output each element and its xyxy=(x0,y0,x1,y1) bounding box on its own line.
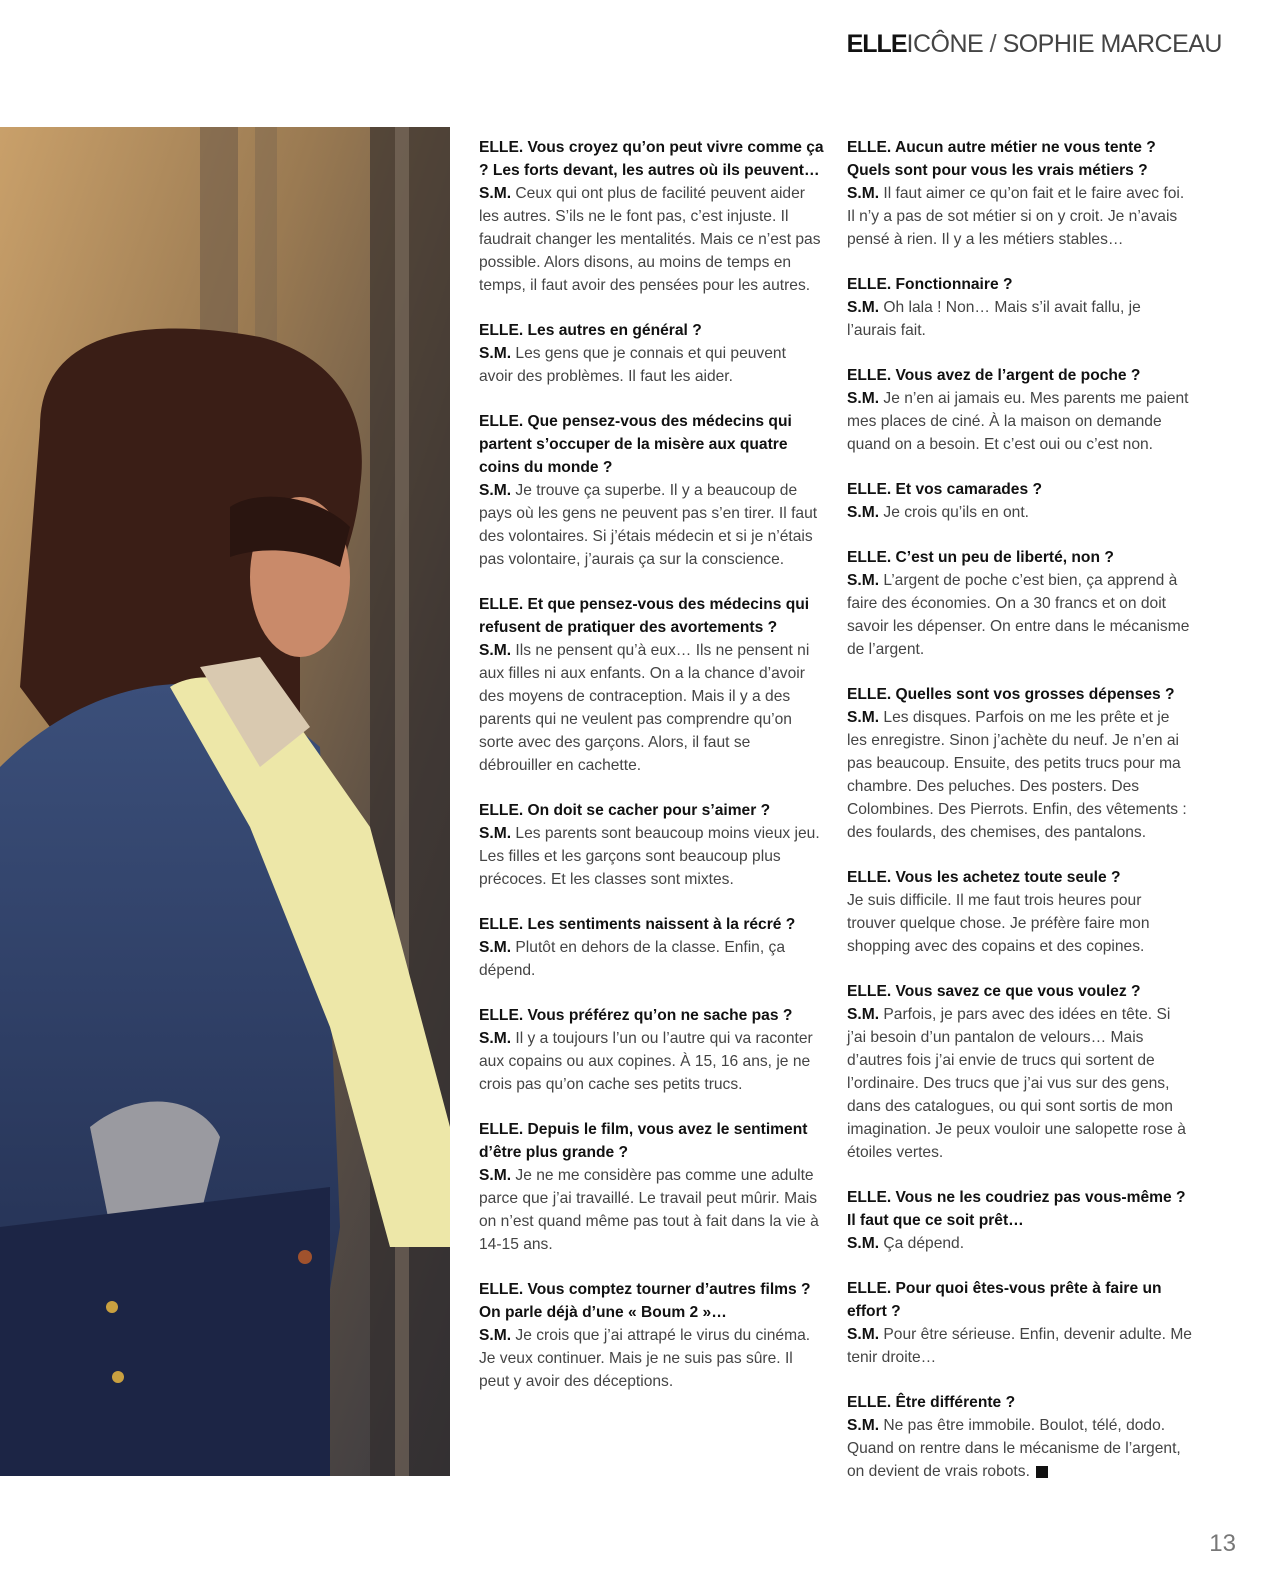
answer-text: Je suis difficile. Il me faut trois heures pour trouver quelque chose. Je préfère faire mon shopping avec des copains et des copines. xyxy=(847,892,1150,955)
page-number: 13 xyxy=(1209,1530,1236,1557)
answer-text: Ceux qui ont plus de facilité peuvent aider les autres. S’ils ne le font pas, c’est injuste. Il faudrait changer les mentalités. Mais ce n’est pas possible. Alors disons, au moins de temps en temps, il faut avoir des pensées pour les autres. xyxy=(479,185,821,294)
speaker-label: S.M. xyxy=(847,299,880,316)
answer-text: Ne pas être immobile. Boulot, télé, dodo. Quand on rentre dans le mécanisme de l’argent, on devient de vrais robots. xyxy=(847,1417,1181,1480)
answer-text: Je ne me considère pas comme une adulte parce que j’ai travaillé. Le travail peut mûrir. Mais on n’est quand même pas tout à fait dans la vie à 14-15 ans. xyxy=(479,1167,819,1253)
interview-answer xyxy=(479,1164,824,1256)
interview-question: ELLE. On doit se cacher pour s’aimer ? xyxy=(479,802,771,819)
interview-answer xyxy=(847,387,1192,456)
speaker-label: S.M. xyxy=(479,939,512,956)
page-header xyxy=(847,30,1222,59)
interview-answer xyxy=(847,1414,1192,1483)
interview-answer xyxy=(847,706,1192,844)
interview-answer xyxy=(847,296,1192,342)
interview-exchange xyxy=(479,1118,824,1256)
header-separator: / xyxy=(989,30,997,58)
interview-column-right xyxy=(847,136,1192,1505)
interview-question: ELLE. Quelles sont vos grosses dépenses ? xyxy=(847,686,1175,703)
answer-text: Je crois que j’ai attrapé le virus du cinéma. Je veux continuer. Mais je ne suis pas sûre. Il peut y avoir des déceptions. xyxy=(479,1327,811,1390)
interview-exchange xyxy=(847,1391,1192,1483)
interview-exchange xyxy=(479,1004,824,1096)
interview-exchange xyxy=(479,319,824,388)
interview-question: ELLE. Être différente ? xyxy=(847,1394,1016,1411)
interview-question: ELLE. Les sentiments naissent à la récré ? xyxy=(479,916,796,933)
interview-exchange xyxy=(479,410,824,571)
interview-exchange xyxy=(847,136,1192,251)
speaker-label: S.M. xyxy=(479,642,512,659)
interview-question: ELLE. Les autres en général ? xyxy=(479,322,702,339)
interview-question: ELLE. Pour quoi êtes-vous prête à faire un effort ? xyxy=(847,1280,1162,1320)
interview-answer xyxy=(479,342,824,388)
answer-text: Je n’en ai jamais eu. Mes parents me paient mes places de ciné. À la maison on demande quand on a besoin. Et c’est oui ou c’est non. xyxy=(847,390,1189,453)
interview-answer xyxy=(479,822,824,891)
answer-text: Plutôt en dehors de la classe. Enfin, ça dépend. xyxy=(479,939,785,979)
answer-text: Pour être sérieuse. Enfin, devenir adulte. Me tenir droite… xyxy=(847,1326,1192,1366)
speaker-label: S.M. xyxy=(479,482,512,499)
speaker-label: S.M. xyxy=(479,1030,512,1047)
interview-question: ELLE. Et vos camarades ? xyxy=(847,481,1042,498)
answer-text: Ils ne pensent qu’à eux… Ils ne pensent ni aux filles ni aux enfants. On a la chance d’avoir des moyens de contraception. Mais il y a des parents qui ne veulent pas comprendre qu’on sorte avec des garçons. Alors, il faut se débrouiller en cachette. xyxy=(479,642,810,774)
interview-exchange xyxy=(847,980,1192,1164)
interview-exchange xyxy=(847,866,1192,958)
interview-answer xyxy=(479,936,824,982)
interview-question: ELLE. Fonctionnaire ? xyxy=(847,276,1013,293)
interview-exchange xyxy=(479,136,824,297)
interview-exchange xyxy=(847,683,1192,844)
speaker-label: S.M. xyxy=(847,185,880,202)
interview-exchange xyxy=(847,546,1192,661)
speaker-label: S.M. xyxy=(479,825,512,842)
interview-answer xyxy=(847,889,1192,958)
interview-question: ELLE. Vous préférez qu’on ne sache pas ? xyxy=(479,1007,793,1024)
portrait-photo xyxy=(0,127,450,1476)
interview-question: ELLE. C’est un peu de liberté, non ? xyxy=(847,549,1114,566)
interview-question: ELLE. Depuis le film, vous avez le sentiment d’être plus grande ? xyxy=(479,1121,808,1161)
answer-text: Les disques. Parfois on me les prête et je les enregistre. Sinon j’achète du neuf. Je n’en ai pas beaucoup. Ensuite, des petits trucs pour ma chambre. Des peluches. Des posters. Des Colombines. Des Pierrots. Enfin, des vêtements : des foulards, des chemises, des pantalons. xyxy=(847,709,1187,841)
answer-text: Il faut aimer ce qu’on fait et le faire avec foi. Il n’y a pas de sot métier si on y croit. Je n’avais pensé à rien. Il y a les métiers stables… xyxy=(847,185,1185,248)
interview-exchange xyxy=(847,364,1192,456)
speaker-label: S.M. xyxy=(479,185,512,202)
speaker-label: S.M. xyxy=(479,345,512,362)
speaker-label: S.M. xyxy=(479,1167,512,1184)
interview-exchange xyxy=(847,1186,1192,1255)
interview-answer xyxy=(847,501,1192,524)
interview-question: ELLE. Vous avez de l’argent de poche ? xyxy=(847,367,1141,384)
interview-question: ELLE. Aucun autre métier ne vous tente ? Quels sont pour vous les vrais métiers ? xyxy=(847,139,1156,179)
interview-answer xyxy=(479,1324,824,1393)
speaker-label: S.M. xyxy=(847,1006,880,1023)
interview-question: ELLE. Vous croyez qu’on peut vivre comme ça ? Les forts devant, les autres où ils peuvent… xyxy=(479,139,824,179)
answer-text: Je trouve ça superbe. Il y a beaucoup de pays où les gens ne peuvent pas s’en tirer. Il faut des volontaires. Si j’étais médecin et si je n’étais pas volontaire, j’aurais ça sur la conscience. xyxy=(479,482,818,568)
speaker-label: S.M. xyxy=(847,390,880,407)
speaker-label: S.M. xyxy=(847,572,880,589)
interview-answer xyxy=(479,639,824,777)
speaker-label: S.M. xyxy=(847,709,880,726)
portrait-illustration xyxy=(0,127,450,1476)
interview-exchange xyxy=(479,593,824,777)
interview-question: ELLE. Vous comptez tourner d’autres films ? On parle déjà d’une « Boum 2 »… xyxy=(479,1281,811,1321)
answer-text: Parfois, je pars avec des idées en tête. Si j’ai besoin d’un pantalon de velours… Mais d’autres fois j’ai envie de trucs qui sortent de l’ordinaire. Des trucs que j’ai vus sur des gens, dans des catalogues, ou qui sont sortis de mon imagination. Je peux vouloir une salopette rose à étoiles vertes. xyxy=(847,1006,1186,1161)
answer-text: Ça dépend. xyxy=(883,1235,965,1252)
answer-text: Il y a toujours l’un ou l’autre qui va raconter aux copains ou aux copines. À 15, 16 ans, je ne crois pas qu’on cache ses petits trucs. xyxy=(479,1030,813,1093)
interview-answer xyxy=(847,569,1192,661)
speaker-label: S.M. xyxy=(847,504,880,521)
interview-answer xyxy=(847,1232,1192,1255)
interview-exchange xyxy=(847,273,1192,342)
interview-exchange xyxy=(847,1277,1192,1369)
section-name: ICÔNE xyxy=(906,30,984,58)
interview-answer xyxy=(479,182,824,297)
interview-exchange xyxy=(479,799,824,891)
interview-answer xyxy=(847,182,1192,251)
interview-exchange xyxy=(479,1278,824,1393)
interview-question: ELLE. Que pensez-vous des médecins qui partent s’occuper de la misère aux quatre coins du monde ? xyxy=(479,413,792,476)
interview-answer xyxy=(847,1323,1192,1369)
subject-name: SOPHIE MARCEAU xyxy=(1002,30,1222,58)
answer-text: L’argent de poche c’est bien, ça apprend à faire des économies. On a 30 francs et on doit savoir les dépenser. On entre dans le mécanisme de l’argent. xyxy=(847,572,1190,658)
speaker-label: S.M. xyxy=(847,1417,880,1434)
answer-text: Oh lala ! Non… Mais s’il avait fallu, je l’aurais fait. xyxy=(847,299,1141,339)
speaker-label: S.M. xyxy=(847,1326,880,1343)
interview-question: ELLE. Vous ne les coudriez pas vous-même ? Il faut que ce soit prêt… xyxy=(847,1189,1186,1229)
speaker-label: S.M. xyxy=(847,1235,880,1252)
speaker-label: S.M. xyxy=(479,1327,512,1344)
interview-answer xyxy=(479,479,824,571)
answer-text: Les gens que je connais et qui peuvent avoir des problèmes. Il faut les aider. xyxy=(479,345,786,385)
interview-question: ELLE. Et que pensez-vous des médecins qui refusent de pratiquer des avortements ? xyxy=(479,596,810,636)
interview-question: ELLE. Vous les achetez toute seule ? xyxy=(847,869,1121,886)
interview-exchange xyxy=(479,913,824,982)
interview-question: ELLE. Vous savez ce que vous voulez ? xyxy=(847,983,1141,1000)
interview-answer xyxy=(479,1027,824,1096)
end-of-article-mark xyxy=(1036,1466,1048,1478)
interview-answer xyxy=(847,1003,1192,1164)
answer-text: Les parents sont beaucoup moins vieux jeu. Les filles et les garçons sont beaucoup plus précoces. Et les classes sont mixtes. xyxy=(479,825,820,888)
interview-exchange xyxy=(847,478,1192,524)
interview-column-left xyxy=(479,136,824,1415)
magazine-brand: ELLE xyxy=(846,30,907,58)
answer-text: Je crois qu’ils en ont. xyxy=(883,504,1030,521)
